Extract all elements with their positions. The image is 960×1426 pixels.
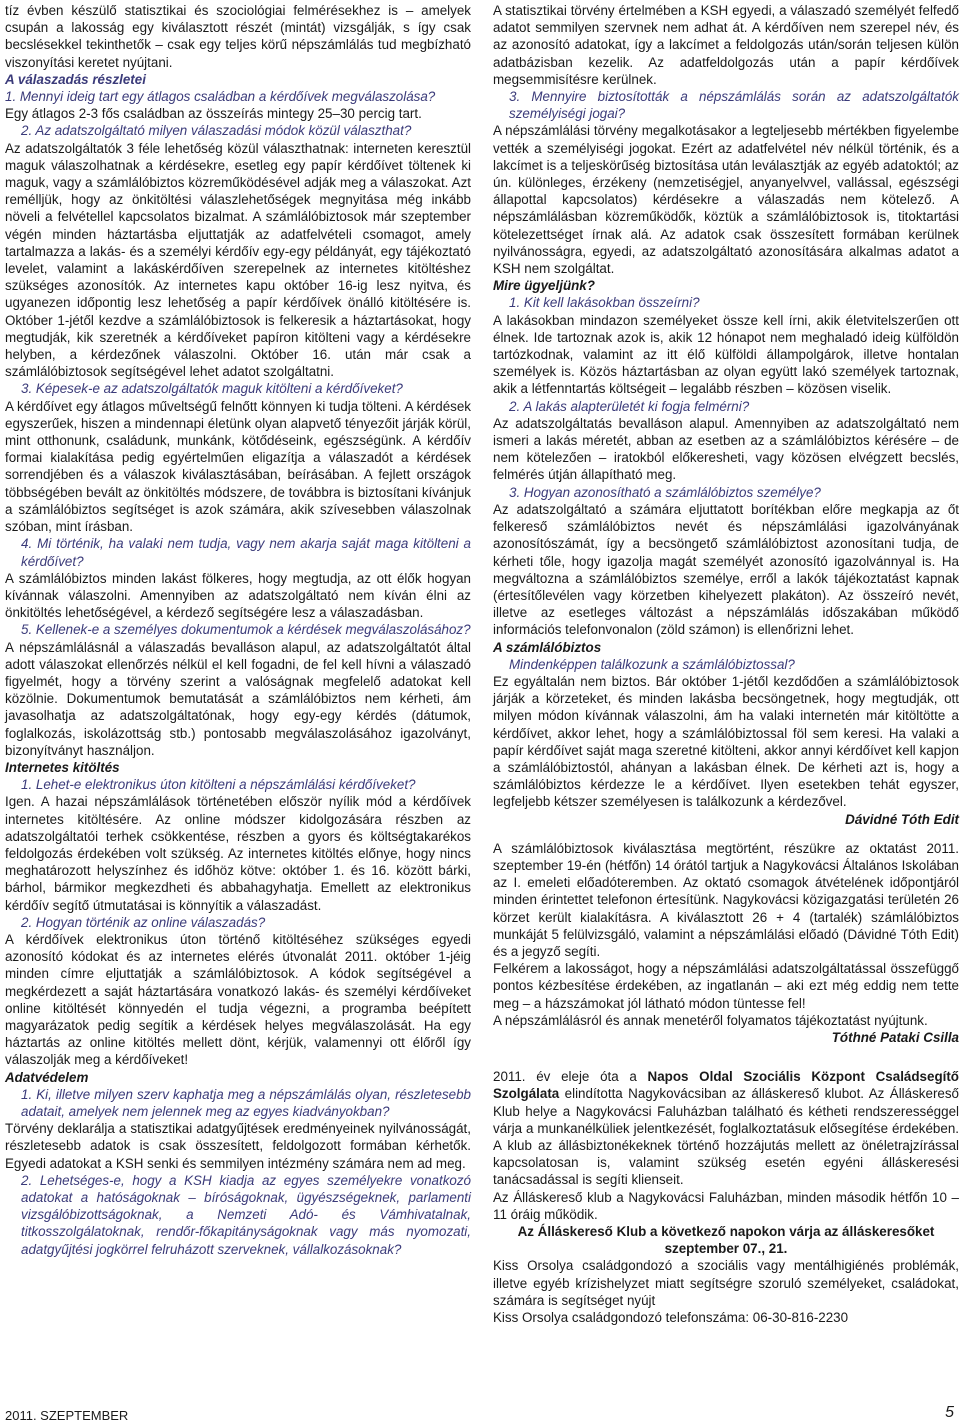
notice-dates: Az Álláskereső Klub a következő napokon várja az álláskeresőket szeptember 07., 21.	[517, 1224, 935, 1257]
section-heading: Mire ügyeljünk?	[493, 278, 595, 294]
question: 2. A lakás alapterületét ki fogja felmérni?	[509, 398, 750, 414]
right-column	[493, 2, 959, 1326]
signature: Tóthné Pataki Csilla	[831, 1029, 959, 1045]
paragraph: Törvény deklarálja a statisztikai adatgyűjtések eredményeinek nyilvánosságát, részletesebb adatok is csak összesített, feldolgozott formában kérhetők. Egyedi adatokat a KSH senki és semmilyen intézmény számára nem ad meg.	[5, 1121, 471, 1171]
paragraph: Az adatszolgáltatók 3 féle lehetőség közül választhatnak: interneten keresztül maguk válaszolhatnak a kérdésekre, esetleg egy papír kérdőívet töltenek ki maguk, vagy a számlálóbiztos közreműködésével adják meg a válaszokat. Azt remélljük, hogy az önkitöltési válaszlehetőségek megnyitása még inkább növeli a felvétellel kapcsolatos bizalmat. A számlálóbiztosok már szeptember végén minden háztartásba eljuttatják az adatfelvételi csomagot, amely tartalmazza a lakás- és a személyi kérdőív egy-egy példányát, egy tájékoztató levelet, valamint a lakáskérdőíven szerepelnek az internetes kitöltéshez szükséges azonosítók. Az internetes kapu október 16-ig lesz nyitva, és ugyanezen időpontig lesz lehetőség a papír kérdőívek önálló kitöltésére is. Október 1-jétől kezdve a számlálóbiztosok is felkeresik a háztartásokat, hogy megtudják, kik szeretnék a kérdőíveket papíron kitölteni vagy a kérdésekre helyben, a kérdezőnek válaszolni. Október 16. után már csak a számlálóbiztosok segítségével lehet adatot szolgáltatni.	[5, 140, 471, 380]
paragraph: A számlálóbiztosok kiválasztása megtörtént, részükre az oktatást 2011. szeptember 19-én (hétfőn) 14 órától tartjuk a Nagykovácsi Általános Iskolában az I. emeleti előadóteremben. Az oktató csomagok átvételének időpontjáról minden érintettet telefonon értesítünk. Nagykovácsi közigazgatási területén 26 körzet került kialakításra. A kiválasztott 26 + 4 (tartalék) számlálóbiztos munkáját 5 felülvizsgáló, valamint a népszámlálási előadó (Dávidné Tóth Edit) és a jegyző segíti.	[493, 840, 959, 959]
left-column	[5, 2, 471, 1258]
section-heading: Internetes kitöltés	[5, 759, 120, 775]
section-heading: A számlálóbiztos	[493, 639, 602, 655]
paragraph: Ez egyáltalán nem biztos. Bár október 1-jétől kezdődően a számlálóbiztosok járják a körzeteket, és minden lakásba becsöngetnek, hogy megtudják, ott milyen módon kívánnak válaszolni, ám ha valaki internetén már kitöltötte a kérdőívet, akkor lehet, hogy a számlálóbiztossal föl sem keresi. Ha valaki a papír kérdőívet saját maga szeretné kitölteni, akkor annyi kérdőívet kell kapjon a számlálóbiztostól, ahányan a lakásban élnek. De kérheti azt is, hogy a számlálóbiztos kérdezze le a kérdőívet. Ilyen esetekben tehát egyszer, legfeljebb kétszer személyesen is találkozunk a kérdezővel.	[493, 673, 959, 810]
paragraph: A kérdőívet egy átlagos műveltségű felnőtt könnyen ki tudja tölteni. A kérdések egyszerűek, hiszen a mindennapi életünk olyan alapvető tényezőit járják körül, mint otthonunk, családunk, munkánk, kötődéseink, egészségünk. A kérdőív formai kialakítása pedig egyértelműen eligazítja a válaszadót a kérdések sorrendjében és a válaszok kiválasztásában, beírásában. A fejlett országok többségében bevált az önkitöltés módszere, de továbbra is biztosítani kívánjuk a számlálóbiztos segítséget is azok számára, akik szívesebben válaszolnak szóban, mint írásban.	[5, 398, 471, 535]
job-club-notice	[493, 1068, 959, 1326]
question: 2. Hogyan történik az online válaszadás?	[21, 914, 266, 930]
question: 5. Kellenek-e a személyes dokumentumok a kérdések megválaszolásához?	[21, 622, 471, 638]
paragraph: Felkérem a lakosságot, hogy a népszámlálási adatszolgáltatással összefüggő pontos kézbesítése érdekében, az ingatlanán – aki ezt még eddig nem tette meg – a házszámokat jól látható módon tüntesse fel!	[493, 961, 959, 1011]
paragraph: A népszámlálási törvény megalkotásakor a legteljesebb mértékben figyelembe vették a személyiségi jogokat. Ezért az adatfelvétel név nélkül történik, és a lakcímet is a teljeskörűség biztosítása után leválasztják az egyéb adatoktól; az ún. különleges, érzékeny (nemzetiségjel, anyanyelvvel, vallással, egészségi állapottal kapcsolatos) kérdésekre a válaszadás nem kötelező. A népszámlálásban közreműködők, köztük a számlálóbiztosok is, titoktartási kötelezettséget írnak alá. Az adatok csak összesített formában kerülnek nyilvánosságra, egyedi, az adatszolgáltató azonosítására alkalmas adatot a KSH nem szolgáltat.	[493, 123, 959, 277]
question: 1. Ki, illetve milyen szerv kaphatja meg a népszámlálás olyan, részletesebb adatait, amelyek nem jelennek meg az egyes kiadványokban?	[21, 1086, 471, 1119]
paragraph: Egy átlagos 2-3 fős családban az összeírás mintegy 25–30 percig tart.	[5, 106, 422, 122]
question: 3. Mennyire biztosították a népszámlálás során az adatszolgáltatók személyiségi jogai?	[509, 89, 959, 122]
footer-date: 2011. SZEPTEMBER	[5, 1408, 129, 1423]
question: 3. Hogyan azonosítható a számlálóbiztos személye?	[509, 484, 821, 500]
notice-phone: Kiss Orsolya családgondozó telefonszáma: 06-30-816-2230	[493, 1310, 849, 1326]
notice-paragraph-1: 2011. év eleje óta a Napos Oldal Szociális Központ Családsegítő Szolgálata elindította Nagykovácsiban az álláskereső klubot. Az Álláskereső Klub helye a Nagykovácsi Faluházban található és kétheti rendszerességgel várja a munkanélküliek jelentkezését, foglalkoztatásuk elősegítése érdekében. A klub az állásbiztonékeknek történő hozzájutás mellett az önéletrajzírással kapcsolatosan is, valamint szükség esetén egyéni álláskeresési tanácsadással is segíti klienseit.	[493, 1069, 959, 1188]
question: 1. Lehet-e elektronikus úton kitölteni a népszámlálási kérdőíveket?	[21, 777, 416, 793]
page-number: 5	[945, 1404, 954, 1421]
paragraph: A lakásokban mindazon személyeket össze kell írni, akik életvitelszerűen ott élnek. Ide tartoznak azok is, akik 12 hónapot nem meghaladó ideig külföldön tartózkodnak, valamint az itt élő külföldi állampolgárok, illetve hontalan személyek is. Közös háztartásban az olyan együtt lakó személyek tartoznak, akik a létfenntartás költségeit – legalább részben – közösen viselik.	[493, 312, 959, 397]
question: 2. Az adatszolgáltató milyen válaszadási módok közül választhat?	[21, 123, 412, 139]
notice-paragraph-2: Az Álláskereső klub a Nagykovácsi Faluházban, minden második hétfőn 10 – 11 óráig működik.	[493, 1189, 959, 1222]
notice-paragraph-4: Kiss Orsolya családgondozó a szociális vagy mentálhigiénés problémák, illetve egyéb krízishelyzet miatt segítségre szoruló személyeket, családokat, számára is segítséget nyújt	[493, 1258, 959, 1308]
paragraph: A népszámlálásról és annak menetéről folyamatos tájékoztatást nyújtunk.	[493, 1012, 928, 1028]
paragraph: tíz évben készülő statisztikai és szociológiai felmérésekhez is – amelyek csupán a lakosság egy kiválasztott részét (mintát) vizsgálják, s így csak becslésekkel tekinthetők – csak egy teljes körű népszámlálás tud megbízható viszonyítási keretet nyújtani.	[5, 3, 471, 70]
paragraph: Igen. A hazai népszámlálások történetében először nyílik mód a kérdőívek internetes kitöltésére. Az online módszer kidolgozására részben az adatszolgáltatói terhek csökkentése, részben a gyors és költségtakarékos feldolgozás érdekében volt szükség. Az internetes kitöltés előnye, hogy nincs meghatározott helyszínhez és időhöz kötve: október 1. és 16. között bárki, bárhol, bármikor megkezdheti és abbahagyhatja. Emellett az elektronikus kérdőív segítő útmutatásai is könnyítik a válaszadást.	[5, 794, 471, 913]
right-article	[493, 2, 959, 1046]
question: 1. Mennyi ideig tart egy átlagos családban a kérdőívek megválaszolása?	[5, 89, 436, 105]
paragraph: A népszámlálásnál a válaszadás bevalláson alapul, az adatszolgáltatót által adott válaszokat ellenőrzés nélkül el kell fogadni, de fel kell hívni a válaszadó figyelmét, hogy a törvény szerint a valóságnak megfelelő adatokat kell közölnie. Dokumentumok bemutatását a számlálóbiztos nem kérheti, ám javasolhatja az adatszolgáltatónak, hogy egy-egy kérdés (dátumok, foglalkozás, iskolázottság stb.) pontosabb megválaszolásához igazolványt, bizonyítványt használjon.	[5, 639, 471, 758]
question: Mindenképpen találkozunk a számlálóbiztossal?	[509, 656, 795, 672]
paragraph: Az adatszolgáltatás bevalláson alapul. Amennyiben az adatszolgáltató nem ismeri a lakás méretét, abban az esetben az a számlálóbiztos kérésére – de nem kötelezően – iratokból előkeresheti, vagy közösen elvégzett becslés, felmérés útján állapítható meg.	[493, 415, 959, 483]
signature: Dávidné Tóth Edit	[845, 811, 959, 827]
question: 4. Mi történik, ha valaki nem tudja, vagy nem akarja saját maga kitölteni a kérdőívet?	[21, 536, 471, 569]
paragraph: A statisztikai törvény értelmében a KSH egyedi, a válaszadó személyét felfedő adatot semmilyen szervnek nem adhat át. A kérdőíven nem szerepel név, és az azonosító adatokat, így a lakcímet a feldolgozás után/során teljesen külön adatbázisban kezelik. Az adatfeldolgozás után a papír kérdőívek megsemmisítésre kerülnek.	[493, 3, 959, 87]
section-heading: Adatvédelem	[5, 1069, 89, 1085]
section-heading: A válaszadás részletei	[5, 71, 146, 87]
question: 3. Képesek-e az adatszolgáltatók maguk kitölteni a kérdőíveket?	[21, 381, 403, 397]
paragraph: Az adatszolgáltató a számára eljuttatott borítékban előre megkapja az őt felkereső számlálóbiztos nevét és népszámlálási igazolványának azonosítószámát, így a becsöngető számlálóbiztost azonosítani tudja, de kérheti tőle, hogy igazolja magát személyét azonosító igazolvánnyal is. Ha megváltozna a számlálóbiztos személye, erről a lakók tájékoztatást kapnak (értesítőlevélen vagy körzetben kihelyezett plakáton). Az összeíró nevét, illetve az esetleges változást a népszámlálás időszakában működő információs telefonvonalon (zöld számon) is ellenőrizni lehet.	[493, 501, 959, 638]
question: 2. Lehetséges-e, hogy a KSH kiadja az egyes személyekre vonatkozó adatokat a hatóságoknak – bíróságoknak, ügyészségeknek, parlamenti vizsgálóbizottságoknak, a Nemzeti Adó- és Vámhivatalnak, titkosszolgálatoknak, rendőr-főkapitányságoknak vagy más nyomozati, adatgyűjtési jogkörrel felruházott szerveknek, vállalkozásoknak?	[21, 1172, 471, 1257]
spacer	[493, 828, 959, 840]
paragraph: A kérdőívek elektronikus úton történő kitöltéséhez szükséges egyedi azonosító kódokat és az internetes elérés útvonalát 2011. október 1-jéig minden címre eljuttatják a számlálóbiztosok. A kódok segítségével a megkérdezett a saját háztartására vonatkozó lakás- és személyi kérdőíveket online kitöltését könnyedén el tudja végezni, a programba beépített magyarázatok pedig segítik a kérdések helyes megválaszolását. Ha egy háztartás az online kitöltés mellett dönt, kérjük, valamennyi ott élőről így válaszolják meg a kérdőíveket!	[5, 931, 471, 1068]
paragraph: A számlálóbiztos minden lakást fölkeres, hogy megtudja, az ott élők hogyan kívánnak válaszolni. Amennyiben az adatszolgáltató nem kíván élni az önkitöltés lehetőségével, a kérdező segítségére lesz a válaszadásban.	[5, 570, 471, 621]
question: 1. Kit kell lakásokban összeírni?	[509, 295, 700, 311]
